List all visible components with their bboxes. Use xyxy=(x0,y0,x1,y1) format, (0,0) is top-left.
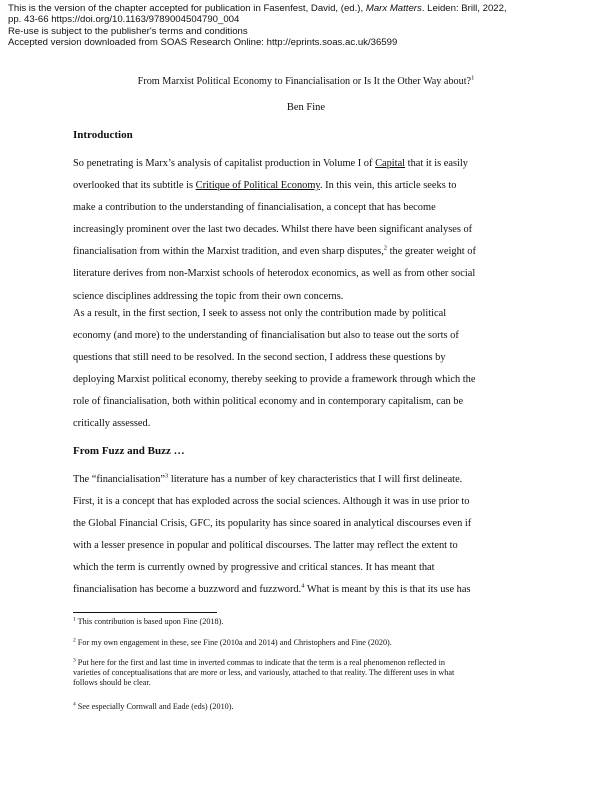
footnote-divider xyxy=(73,612,217,613)
footnote-line: follows should be clear. xyxy=(73,678,151,688)
footnote-ref: 1 xyxy=(471,74,475,82)
text-line: So penetrating is Marx’s analysis of capitalist production in Volume I of Capital that it is easily xyxy=(73,158,468,169)
footnote-ref: 3 xyxy=(165,472,169,480)
section-heading-fuzz-buzz: From Fuzz and Buzz … xyxy=(73,445,185,457)
footnote-2: $^2$ For my own engagement in these, see Fine (2010a and 2014) and Christophers and Fine (2020). xyxy=(73,637,392,647)
underlined-capital: Capital xyxy=(375,158,406,169)
text-line: economy (and more) to the understanding of financialisation but also to tease out the sorts of xyxy=(73,330,459,342)
footnote-1: $^1$ This contribution is based upon Fine (2018). xyxy=(73,616,224,626)
text-line: role of financialisation, both within political economy and in contemporary capitalism, can be xyxy=(73,396,464,408)
text-line: questions that still need to be resolved. In the second section, I address these questions by xyxy=(73,352,446,364)
text-line: As a result, in the first section, I seek to assess not only the contribution made by political xyxy=(73,308,447,319)
text-line: science disciplines addressing the topic from their own concerns. xyxy=(73,290,344,302)
text-line: First, it is a concept that has exploded across the social sciences. Although it was in use prior to xyxy=(73,496,470,508)
footnote-4: $^4$ See especially Cornwall and Eade (eds) (2010). xyxy=(73,701,234,711)
underlined-subtitle: Critique of Political Economy xyxy=(195,180,320,192)
footnote-line: varieties of conceptualisations that are more or less, and variously, attached to that reality. The different uses in what xyxy=(73,668,455,678)
text-line: the Global Financial Crisis, GFC, its popularity has since soared in analytical discourses even if xyxy=(73,518,472,530)
text-line: increasingly prominent over the last two decades. Whilst there have been significant analyses of xyxy=(73,224,473,236)
header-repository-line: Accepted version downloaded from SOAS Research Online: http://eprints.soas.ac.uk/36599 xyxy=(8,37,398,49)
author-name: Ben Fine xyxy=(286,102,326,113)
text-line: which the term is currently owned by progressive and critical stances. It has meant that xyxy=(73,562,435,574)
text-line: overlooked that its subtitle is Critique of Political Economy. In this vein, this article seeks to xyxy=(73,180,457,192)
header-doi-line: pp. 43-66 https://doi.org/10.1163/9789004504790_004 xyxy=(8,14,240,26)
text-line: financialisation from within the Marxist tradition, and even sharp disputes,$^2$ the greater weight of xyxy=(73,244,476,258)
paragraph-3 xyxy=(73,469,543,602)
header-citation-line: This is the version of the chapter accepted for publication in Fasenfest, David, (ed.), Marx Matters. Leiden: Brill, 2022, xyxy=(8,3,507,14)
paper-title: From Marxist Political Economy to Financialisation or Is It the Other Way about?$^1$ xyxy=(137,74,475,87)
section-heading-introduction: Introduction xyxy=(73,129,133,141)
text-line: literature derives from non-Marxist schools of heterodox economics, as well as from other social xyxy=(73,268,476,280)
text-line: with a lesser presence in popular and political discourses. The latter may reflect the extent to xyxy=(73,540,458,552)
footnote-3 xyxy=(73,658,543,689)
book-title: Marx Matters xyxy=(365,3,422,14)
footnote-line: $^3$ Put here for the first and last time in inverted commas to indicate that the term is a real phenomenon reflected in xyxy=(73,657,445,667)
paragraph-1 xyxy=(73,153,543,308)
footnote-ref: 2 xyxy=(383,244,388,252)
text-line: make a contribution to the understanding of financialisation, a concept that has become xyxy=(73,202,436,214)
header-reuse-line: Re-use is subject to the publisher's terms and conditions xyxy=(8,25,248,37)
footnote-ref: 4 xyxy=(301,583,305,590)
text-line: critically assessed. xyxy=(73,418,151,430)
text-line: financialisation has become a buzzword and fuzzword.$^4$ What is meant by this is that its use has xyxy=(73,583,471,596)
paragraph-2 xyxy=(73,303,543,436)
publication-header xyxy=(8,3,598,49)
text-line: deploying Marxist political economy, thereby seeking to provide a framework through which the xyxy=(73,374,476,386)
text-line: The “financialisation”$^3$ literature has a number of key characteristics that I will first delineate. xyxy=(73,472,463,485)
